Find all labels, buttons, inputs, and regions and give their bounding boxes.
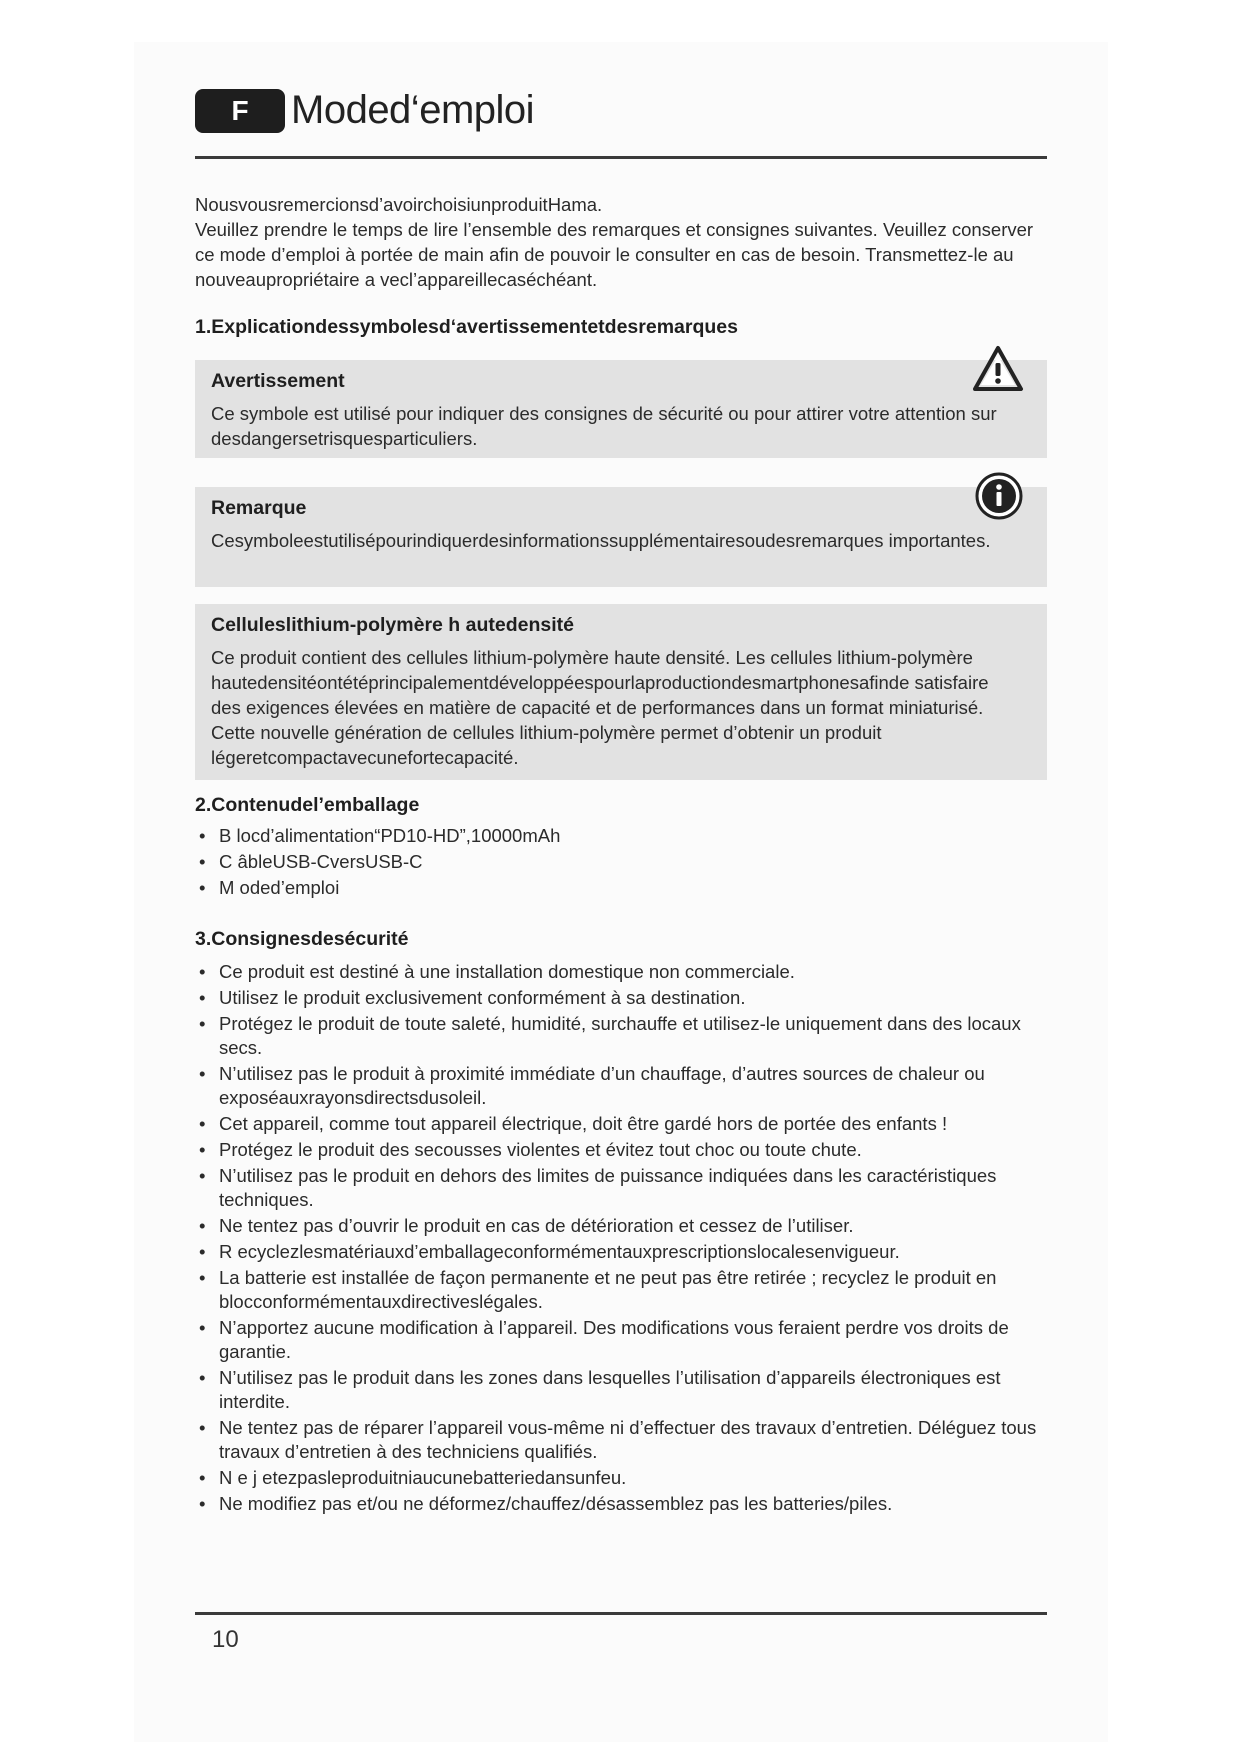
list-item: • Protégez le produit de toute saleté, humidité, surchauffe et utilisez-le uniquement dans des locaux secs. bbox=[195, 1012, 1055, 1060]
page-header bbox=[195, 88, 534, 133]
warning-text: Ce symbole est utilisé pour indiquer des consignes de sécurité ou pour attirer votre attention sur desdangersetrisquesparticuliers. bbox=[211, 403, 997, 449]
package-contents-list bbox=[195, 824, 1055, 902]
note-text: Cesymboleestutilisépourindiquerdesinformationssupplémentairesoudesremarques importantes. bbox=[211, 530, 991, 551]
list-item: • R ecyclezlesmatériauxd’emballageconformémentauxprescriptionslocalesenvigueur. bbox=[195, 1240, 1055, 1264]
list-item: • C âbleUSB-CversUSB-C bbox=[195, 850, 1055, 874]
list-item: • Cet appareil, comme tout appareil électrique, doit être gardé hors de portée des enfants ! bbox=[195, 1112, 1055, 1136]
language-tab: F bbox=[195, 89, 285, 133]
page-number: 10 bbox=[212, 1626, 239, 1653]
note-title: Remarque bbox=[211, 497, 307, 519]
list-item: • B locd’alimentation“PD10-HD”,10000mAh bbox=[195, 824, 1055, 848]
warning-box bbox=[195, 360, 1047, 458]
warning-triangle-icon bbox=[972, 345, 1024, 393]
lithium-cells-box bbox=[195, 604, 1047, 780]
info-icon bbox=[975, 472, 1023, 520]
list-item: • Ne modifiez pas et/ou ne déformez/chauffez/désassemblez pas les batteries/piles. bbox=[195, 1492, 1055, 1516]
section-1-title: 1.Explicationdessymbolesd‘avertissementetdesremarques bbox=[195, 316, 738, 338]
list-item: • M oded’emploi bbox=[195, 876, 1055, 900]
intro-line-1: Nousvousremercionsd’avoirchoisiunproduitHama. bbox=[195, 194, 603, 215]
list-item: • Ce produit est destiné à une installation domestique non commerciale. bbox=[195, 960, 1055, 984]
list-item: • Utilisez le produit exclusivement conformément à sa destination. bbox=[195, 986, 1055, 1010]
list-item: • N’apportez aucune modification à l’appareil. Des modifications vous feraient perdre vos droits de garantie. bbox=[195, 1316, 1055, 1364]
list-item: • N’utilisez pas le produit à proximité immédiate d’un chauffage, d’autres sources de chaleur ou exposéauxrayonsdirectsdusoleil. bbox=[195, 1062, 1055, 1110]
footer-rule bbox=[195, 1612, 1047, 1615]
list-item: • N e j etezpasleproduitniaucunebatteriedansunfeu. bbox=[195, 1466, 1055, 1490]
intro-paragraph bbox=[195, 192, 1055, 292]
page-title: Moded‘emploi bbox=[291, 88, 535, 132]
section-3-title: 3.Consignesdesécurité bbox=[195, 928, 409, 950]
safety-instructions-list bbox=[195, 960, 1055, 1518]
list-item: • La batterie est installée de façon permanente et ne peut pas être retirée ; recyclez le produit en blocconformémentauxdirectiveslégales. bbox=[195, 1266, 1055, 1314]
note-box bbox=[195, 487, 1047, 587]
header-rule bbox=[195, 156, 1047, 159]
lithium-cells-title: Celluleslithium-polymère h autedensité bbox=[211, 614, 574, 636]
warning-title: Avertissement bbox=[211, 370, 345, 392]
list-item: • Ne tentez pas de réparer l’appareil vous-même ni d’effectuer des travaux d’entretien. Déléguez tous travaux d’entretien à des techniciens qualifiés. bbox=[195, 1416, 1055, 1464]
list-item: • Ne tentez pas d’ouvrir le produit en cas de détérioration et cessez de l’utiliser. bbox=[195, 1214, 1055, 1238]
section-2-title: 2.Contenudel’emballage bbox=[195, 794, 420, 816]
list-item: • N’utilisez pas le produit dans les zones dans lesquelles l’utilisation d’appareils électroniques est interdite. bbox=[195, 1366, 1055, 1414]
list-item: • N’utilisez pas le produit en dehors des limites de puissance indiquées dans les caractéristiques techniques. bbox=[195, 1164, 1055, 1212]
intro-line-2: Veuillez prendre le temps de lire l’ensemble des remarques et consignes suivantes. Veuillez conserver ce mode d’emploi à portée de main afin de pouvoir le consulter en cas de besoin. Transmettez-le au nouveaupropriétaire a vecl’appareillecaséchéant. bbox=[195, 219, 1034, 290]
lithium-cells-text: Ce produit contient des cellules lithium-polymère haute densité. Les cellules lithium-polymère hautedensitéontétéprincipalementdéveloppéespourlaproductiondesmartphonesafinde satisfaire des exigences élevées en matière de capacité et de performances dans un format miniaturisé. Cette nouvelle génération de cellules lithium-polymère permet d’obtenir un produit légeretcompactavecunefortecapacité. bbox=[211, 647, 989, 768]
list-item: • Protégez le produit des secousses violentes et évitez tout choc ou toute chute. bbox=[195, 1138, 1055, 1162]
